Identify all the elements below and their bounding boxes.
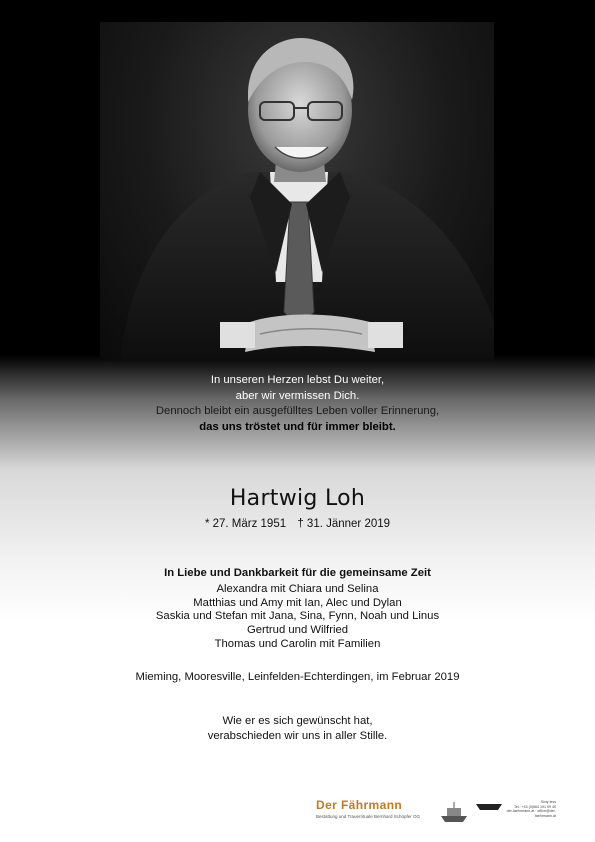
closing-line-2: verabschieden wir uns in aller Stille. bbox=[207, 729, 388, 742]
poem-line-3: Dennoch bleibt ein ausgefülltes Leben voller Erinnerung, bbox=[155, 405, 440, 418]
closing-line-1: Wie er es sich gewünscht hat, bbox=[222, 715, 373, 727]
poem-line-1: In unseren Herzen lebst Du weiter, bbox=[210, 374, 385, 386]
funeral-home-logo bbox=[316, 798, 556, 828]
poem-line-4: das uns tröstet und für immer bleibt. bbox=[199, 420, 396, 433]
mourner-line: Matthias und Amy mit Ian, Alec und Dylan bbox=[193, 596, 402, 609]
boat-silhouette-icon bbox=[476, 800, 502, 812]
brand-tagline: Bestattung und Trauerrituale Bernhard Schöpfer OG bbox=[316, 814, 421, 819]
contact-line: Tel.: +43 (0)664 191 99 40 bbox=[513, 804, 556, 809]
contact-line: der-faehrmann.at · office@der-faehrmann.at bbox=[506, 809, 556, 818]
death-date: † 31. Jänner 2019 bbox=[297, 518, 391, 530]
ferry-boat-icon bbox=[439, 802, 469, 824]
mourner-line: Alexandra mit Chiara und Selina bbox=[216, 582, 379, 595]
contact-info bbox=[502, 800, 556, 818]
mourner-line: Gertrud und Wilfried bbox=[246, 624, 349, 637]
poem bbox=[0, 373, 595, 435]
mourner-line: Thomas und Carolin mit Familien bbox=[214, 637, 381, 650]
birth-date: * 27. März 1951 bbox=[204, 518, 287, 530]
portrait-photo bbox=[100, 22, 494, 361]
contact-line: Sixty less bbox=[540, 800, 556, 804]
life-dates bbox=[0, 518, 595, 530]
brand-name: Der Fährmann bbox=[316, 798, 403, 812]
portrait-illustration bbox=[100, 22, 494, 361]
poem-line-2: aber wir vermissen Dich. bbox=[235, 389, 360, 402]
deceased-name: Hartwig Loh bbox=[229, 486, 366, 511]
mourner-line: Saskia und Stefan mit Jana, Sina, Fynn, Noah und Linus bbox=[155, 610, 440, 623]
closing-text bbox=[0, 714, 595, 743]
mourners-block bbox=[0, 567, 595, 652]
mourners-heading: In Liebe und Dankbarkeit für die gemeinsame Zeit bbox=[164, 567, 431, 579]
place-and-date: Mieming, Mooresville, Leinfelden-Echterdingen, im Februar 2019 bbox=[135, 671, 460, 683]
